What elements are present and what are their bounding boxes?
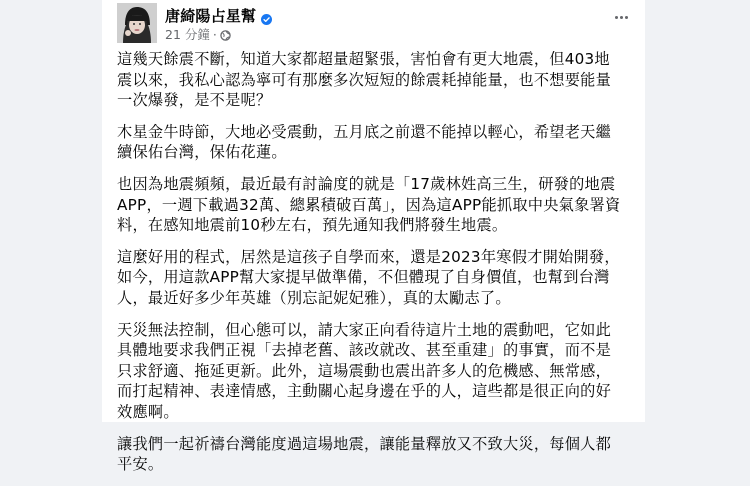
post-paragraph: 木星金牛時節，大地必受震動，五月底之前還不能掉以輕心，希望老天繼續保佑台灣，保佑花蓮。 <box>117 122 611 162</box>
post-body <box>117 49 625 486</box>
author-name[interactable]: 唐綺陽占星幫 <box>165 7 257 25</box>
author-avatar[interactable] <box>117 3 157 43</box>
post-meta <box>165 25 231 43</box>
more-dot <box>625 16 628 19</box>
more-options-icon[interactable] <box>609 8 633 26</box>
post-header <box>117 3 637 43</box>
post-paragraph: 讓我們一起祈禱台灣能度過這場地震，讓能量釋放又不致大災，每個人都平安。 <box>117 434 611 474</box>
verified-badge-icon <box>261 10 272 21</box>
post-paragraph: 這幾天餘震不斷，知道大家都超量超緊張，害怕會有更大地震，但403地震以來，我私心認為寧可有那麼多次短短的餘震耗掉能量，也不想要能量一次爆發，是不是呢？ <box>117 50 611 110</box>
meta-separator: · <box>212 26 217 42</box>
post-timestamp[interactable]: 21 分鐘 <box>165 27 210 42</box>
post-paragraph: 這麼好用的程式，居然是這孩子自學而來，還是2023年寒假才開始開發，如今，用這款APP幫大家提早做準備，不但體現了自身價值，也幫到台灣人，最近好多少年英雄（別忘記妮妃雅），真的太勵志了。 <box>117 247 620 307</box>
more-dot <box>615 16 618 19</box>
post-paragraph: 天災無法控制，但心態可以，請大家正向看待這片土地的震動吧，它如此具體地要求我們正視「去掉老舊、該改就改、甚至重建」的事實，而不是只求舒適、拖延更新。此外，這場震動也震出許多人的危機感、無常感，而打起精神、表達情感，主動關心起身邊在乎的人，這些都是很正向的好效應啊。 <box>117 320 611 421</box>
post-paragraph: 也因為地震頻頻，最近最有討論度的就是「17歲林姓高三生，研發的地震APP，一週下載過32萬、總累積破百萬」，因為這APP能抓取中央氣象署資料，在感知地震前10秒左右，預先通知我們將發生地震。 <box>117 174 621 235</box>
author-line <box>165 5 272 26</box>
avatar-image <box>117 3 157 43</box>
globe-icon <box>220 29 231 40</box>
post-card <box>102 0 645 474</box>
more-dot <box>620 16 623 19</box>
